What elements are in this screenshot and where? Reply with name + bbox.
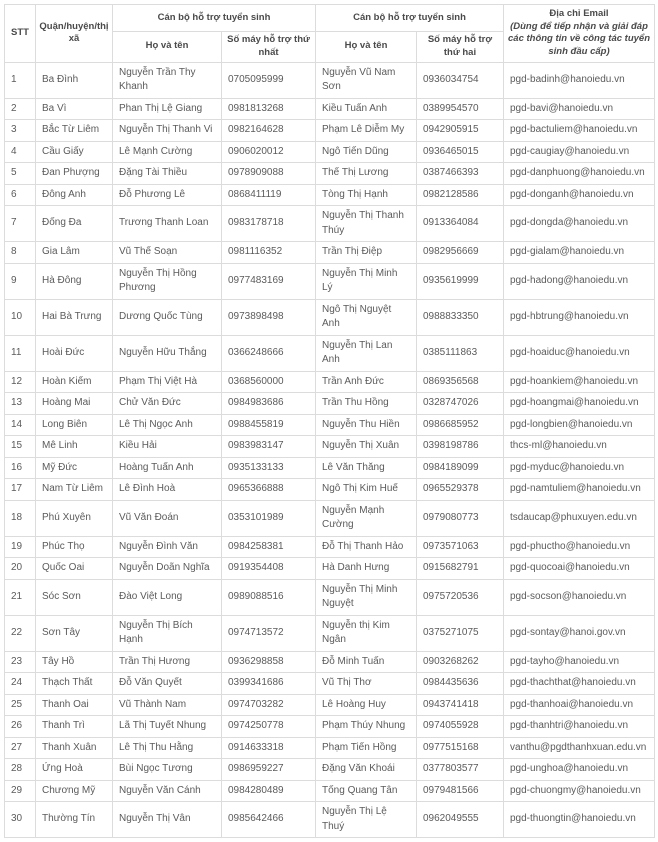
cell-name1: Lê Mạnh Cường	[113, 141, 222, 163]
cell-email: pgd-dongda@hanoiedu.vn	[504, 206, 655, 242]
cell-phone2: 0942905915	[417, 120, 504, 142]
cell-name2: Lê Hoàng Huy	[316, 694, 417, 716]
header-email	[504, 5, 655, 63]
header-group-row	[5, 5, 655, 32]
cell-email: pgd-gialam@hanoiedu.vn	[504, 242, 655, 264]
cell-name2: Nguyễn Thị Xuân	[316, 436, 417, 458]
cell-stt: 13	[5, 393, 36, 415]
cell-email: pgd-badinh@hanoiedu.vn	[504, 62, 655, 98]
cell-phone1: 0974250778	[222, 716, 316, 738]
cell-email: pgd-bavi@hanoiedu.vn	[504, 98, 655, 120]
cell-district: Ứng Hoà	[36, 759, 113, 781]
header-staff-group-2: Cán bộ hỗ trợ tuyển sinh	[316, 5, 504, 32]
table-row	[5, 242, 655, 264]
cell-stt: 17	[5, 479, 36, 501]
cell-name1: Nguyễn Đình Văn	[113, 536, 222, 558]
header-name-1: Họ và tên	[113, 32, 222, 63]
cell-stt: 19	[5, 536, 36, 558]
table-row	[5, 335, 655, 371]
cell-email: pgd-danphuong@hanoiedu.vn	[504, 163, 655, 185]
cell-stt: 25	[5, 694, 36, 716]
table-row	[5, 263, 655, 299]
cell-name1: Lê Thị Thu Hằng	[113, 737, 222, 759]
cell-phone2: 0979080773	[417, 500, 504, 536]
cell-district: Cầu Giấy	[36, 141, 113, 163]
cell-phone1: 0982164628	[222, 120, 316, 142]
cell-name1: Đỗ Văn Quyết	[113, 673, 222, 695]
cell-district: Long Biên	[36, 414, 113, 436]
cell-name2: Nguyễn Thị Minh Nguyệt	[316, 579, 417, 615]
table-row	[5, 206, 655, 242]
cell-stt: 18	[5, 500, 36, 536]
cell-name2: Kiều Tuấn Anh	[316, 98, 417, 120]
cell-name2: Nguyễn Thị Lan Anh	[316, 335, 417, 371]
table-row	[5, 62, 655, 98]
cell-name1: Nguyễn Trần Thy Khanh	[113, 62, 222, 98]
cell-name1: Dương Quốc Tùng	[113, 299, 222, 335]
cell-district: Thường Tín	[36, 802, 113, 838]
cell-district: Đan Phượng	[36, 163, 113, 185]
table-row	[5, 500, 655, 536]
cell-phone1: 0936298858	[222, 651, 316, 673]
cell-email: pgd-chuongmy@hanoiedu.vn	[504, 780, 655, 802]
table-row	[5, 163, 655, 185]
cell-stt: 4	[5, 141, 36, 163]
cell-email: pgd-hoankiem@hanoiedu.vn	[504, 371, 655, 393]
header-phone-2: Số máy hỗ trợ thứ hai	[417, 32, 504, 63]
cell-stt: 3	[5, 120, 36, 142]
cell-stt: 27	[5, 737, 36, 759]
cell-phone2: 0943741418	[417, 694, 504, 716]
cell-email: pgd-hoaiduc@hanoiedu.vn	[504, 335, 655, 371]
cell-phone1: 0868411119	[222, 184, 316, 206]
cell-name2: Hà Danh Hưng	[316, 558, 417, 580]
table-row	[5, 98, 655, 120]
cell-phone2: 0936465015	[417, 141, 504, 163]
cell-name1: Bùi Ngọc Tương	[113, 759, 222, 781]
table-row	[5, 436, 655, 458]
table-row	[5, 414, 655, 436]
cell-district: Thạch Thất	[36, 673, 113, 695]
cell-stt: 10	[5, 299, 36, 335]
cell-stt: 28	[5, 759, 36, 781]
cell-phone1: 0988455819	[222, 414, 316, 436]
cell-phone1: 0919354408	[222, 558, 316, 580]
cell-name2: Nguyễn Thị Lệ Thuý	[316, 802, 417, 838]
cell-email: pgd-sontay@hanoi.gov.vn	[504, 615, 655, 651]
cell-email: tsdaucap@phuxuyen.edu.vn	[504, 500, 655, 536]
cell-name2: Nguyễn Thị Thanh Thúy	[316, 206, 417, 242]
cell-phone2: 0377803577	[417, 759, 504, 781]
cell-name2: Nguyễn Mạnh Cường	[316, 500, 417, 536]
table-row	[5, 299, 655, 335]
cell-phone1: 0981116352	[222, 242, 316, 264]
cell-phone2: 0984435636	[417, 673, 504, 695]
cell-stt: 14	[5, 414, 36, 436]
cell-email: pgd-tayho@hanoiedu.vn	[504, 651, 655, 673]
cell-name2: Nguyễn Thị Minh Lý	[316, 263, 417, 299]
cell-email: pgd-longbien@hanoiedu.vn	[504, 414, 655, 436]
cell-name2: Vũ Thị Thơ	[316, 673, 417, 695]
table-row	[5, 558, 655, 580]
cell-stt: 26	[5, 716, 36, 738]
header-stt: STT	[5, 5, 36, 63]
cell-phone1: 0353101989	[222, 500, 316, 536]
cell-phone1: 0906020012	[222, 141, 316, 163]
cell-email: pgd-thanhtri@hanoiedu.vn	[504, 716, 655, 738]
cell-district: Gia Lâm	[36, 242, 113, 264]
cell-phone2: 0903268262	[417, 651, 504, 673]
cell-stt: 16	[5, 457, 36, 479]
cell-phone1: 0981813268	[222, 98, 316, 120]
table-row	[5, 673, 655, 695]
cell-district: Chương Mỹ	[36, 780, 113, 802]
cell-phone1: 0965366888	[222, 479, 316, 501]
cell-phone1: 0989088516	[222, 579, 316, 615]
cell-name1: Nguyễn Doãn Nghĩa	[113, 558, 222, 580]
cell-phone2: 0986685952	[417, 414, 504, 436]
cell-name1: Đỗ Phương Lê	[113, 184, 222, 206]
cell-name2: Tống Quang Tân	[316, 780, 417, 802]
table-row	[5, 184, 655, 206]
cell-name1: Nguyễn Thị Thanh Vi	[113, 120, 222, 142]
cell-phone2: 0984189099	[417, 457, 504, 479]
table-row	[5, 371, 655, 393]
cell-district: Mê Linh	[36, 436, 113, 458]
cell-name1: Lê Đình Hoà	[113, 479, 222, 501]
cell-email: pgd-donganh@hanoiedu.vn	[504, 184, 655, 206]
cell-phone2: 0965529378	[417, 479, 504, 501]
cell-name2: Ngô Thị Kim Huế	[316, 479, 417, 501]
cell-stt: 8	[5, 242, 36, 264]
cell-name1: Hoàng Tuấn Anh	[113, 457, 222, 479]
table-row	[5, 536, 655, 558]
cell-phone1: 0983983147	[222, 436, 316, 458]
table-body	[5, 62, 655, 838]
cell-email: pgd-hoangmai@hanoiedu.vn	[504, 393, 655, 415]
cell-phone2: 0935619999	[417, 263, 504, 299]
cell-phone1: 0986959227	[222, 759, 316, 781]
cell-name1: Vũ Thành Nam	[113, 694, 222, 716]
cell-name2: Nguyễn Thu Hiền	[316, 414, 417, 436]
cell-stt: 9	[5, 263, 36, 299]
cell-district: Thanh Oai	[36, 694, 113, 716]
cell-name1: Kiều Hải	[113, 436, 222, 458]
header-email-title: Địa chỉ Email	[549, 7, 609, 19]
cell-email: pgd-hadong@hanoiedu.vn	[504, 263, 655, 299]
cell-stt: 22	[5, 615, 36, 651]
cell-district: Phúc Thọ	[36, 536, 113, 558]
cell-district: Ba Vì	[36, 98, 113, 120]
cell-district: Phú Xuyên	[36, 500, 113, 536]
cell-stt: 11	[5, 335, 36, 371]
cell-phone2: 0988833350	[417, 299, 504, 335]
cell-stt: 23	[5, 651, 36, 673]
cell-phone1: 0977483169	[222, 263, 316, 299]
cell-name1: Phan Thị Lệ Giang	[113, 98, 222, 120]
cell-district: Tây Hồ	[36, 651, 113, 673]
cell-phone2: 0982956669	[417, 242, 504, 264]
cell-stt: 5	[5, 163, 36, 185]
cell-district: Sơn Tây	[36, 615, 113, 651]
cell-phone1: 0978909088	[222, 163, 316, 185]
cell-name2: Trần Thu Hồng	[316, 393, 417, 415]
table-row	[5, 694, 655, 716]
cell-email: pgd-hbtrung@hanoiedu.vn	[504, 299, 655, 335]
table-row	[5, 120, 655, 142]
cell-phone2: 0982128586	[417, 184, 504, 206]
table-row	[5, 479, 655, 501]
table-row	[5, 393, 655, 415]
cell-phone2: 0973571063	[417, 536, 504, 558]
cell-email: pgd-bactuliem@hanoiedu.vn	[504, 120, 655, 142]
cell-phone1: 0984280489	[222, 780, 316, 802]
cell-name1: Nguyễn Thị Vân	[113, 802, 222, 838]
cell-email: pgd-socson@hanoiedu.vn	[504, 579, 655, 615]
cell-name2: Tòng Thị Hạnh	[316, 184, 417, 206]
cell-stt: 30	[5, 802, 36, 838]
cell-name1: Đặng Tài Thiều	[113, 163, 222, 185]
header-phone-1: Số máy hỗ trợ thứ nhất	[222, 32, 316, 63]
cell-phone2: 0974055928	[417, 716, 504, 738]
cell-district: Sóc Sơn	[36, 579, 113, 615]
header-email-note: (Dùng để tiếp nhận và giải đáp các thông tin về công tác tuyển sinh đầu cấp)	[508, 20, 650, 58]
cell-phone2: 0936034754	[417, 62, 504, 98]
cell-email: thcs-ml@hanoiedu.vn	[504, 436, 655, 458]
cell-name1: Lã Thị Tuyết Nhung	[113, 716, 222, 738]
cell-phone1: 0973898498	[222, 299, 316, 335]
header-district: Quận/huyện/thị xã	[36, 5, 113, 63]
enrollment-support-table	[4, 4, 655, 838]
cell-name1: Vũ Văn Đoán	[113, 500, 222, 536]
cell-phone2: 0389954570	[417, 98, 504, 120]
cell-phone2: 0975720536	[417, 579, 504, 615]
table-row	[5, 780, 655, 802]
cell-name2: Phạm Thúy Nhung	[316, 716, 417, 738]
cell-name1: Phạm Thị Việt Hà	[113, 371, 222, 393]
cell-district: Bắc Từ Liêm	[36, 120, 113, 142]
cell-district: Hai Bà Trưng	[36, 299, 113, 335]
cell-district: Hoàng Mai	[36, 393, 113, 415]
cell-email: pgd-thanhoai@hanoiedu.vn	[504, 694, 655, 716]
cell-phone1: 0368560000	[222, 371, 316, 393]
cell-name2: Thế Thị Lương	[316, 163, 417, 185]
cell-name1: Nguyễn Thị Hồng Phương	[113, 263, 222, 299]
cell-stt: 21	[5, 579, 36, 615]
cell-email: vanthu@pgdthanhxuan.edu.vn	[504, 737, 655, 759]
table-row	[5, 716, 655, 738]
table-row	[5, 759, 655, 781]
cell-phone1: 0705095999	[222, 62, 316, 98]
cell-phone1: 0974713572	[222, 615, 316, 651]
cell-name2: Phạm Tiến Hồng	[316, 737, 417, 759]
cell-name1: Nguyễn Thị Bích Hạnh	[113, 615, 222, 651]
cell-phone1: 0366248666	[222, 335, 316, 371]
cell-email: pgd-thachthat@hanoiedu.vn	[504, 673, 655, 695]
header-staff-group-1: Cán bộ hỗ trợ tuyển sinh	[113, 5, 316, 32]
cell-district: Mỹ Đức	[36, 457, 113, 479]
cell-stt: 6	[5, 184, 36, 206]
cell-name2: Trần Anh Đức	[316, 371, 417, 393]
cell-stt: 7	[5, 206, 36, 242]
cell-name1: Đào Việt Long	[113, 579, 222, 615]
cell-stt: 24	[5, 673, 36, 695]
cell-name1: Lê Thị Ngọc Anh	[113, 414, 222, 436]
cell-stt: 12	[5, 371, 36, 393]
cell-phone2: 0962049555	[417, 802, 504, 838]
table-row	[5, 737, 655, 759]
cell-phone2: 0913364084	[417, 206, 504, 242]
cell-phone1: 0914633318	[222, 737, 316, 759]
cell-phone2: 0915682791	[417, 558, 504, 580]
cell-name2: Nguyễn Vũ Nam Sơn	[316, 62, 417, 98]
cell-email: pgd-quocoai@hanoiedu.vn	[504, 558, 655, 580]
cell-email: pgd-caugiay@hanoiedu.vn	[504, 141, 655, 163]
table-row	[5, 615, 655, 651]
cell-district: Nam Từ Liêm	[36, 479, 113, 501]
cell-name2: Đỗ Thị Thanh Hảo	[316, 536, 417, 558]
cell-district: Thanh Trì	[36, 716, 113, 738]
cell-name1: Trần Thị Hương	[113, 651, 222, 673]
cell-name2: Ngô Thị Nguyệt Anh	[316, 299, 417, 335]
cell-name1: Vũ Thế Soạn	[113, 242, 222, 264]
table-row	[5, 579, 655, 615]
cell-district: Hoàn Kiếm	[36, 371, 113, 393]
cell-name2: Đặng Văn Khoái	[316, 759, 417, 781]
cell-stt: 1	[5, 62, 36, 98]
cell-name2: Đỗ Minh Tuấn	[316, 651, 417, 673]
cell-phone1: 0983178718	[222, 206, 316, 242]
cell-name1: Trương Thanh Loan	[113, 206, 222, 242]
cell-phone1: 0985642466	[222, 802, 316, 838]
cell-stt: 2	[5, 98, 36, 120]
cell-district: Ba Đình	[36, 62, 113, 98]
cell-district: Quốc Oai	[36, 558, 113, 580]
cell-name1: Nguyễn Văn Cánh	[113, 780, 222, 802]
cell-name2: Phạm Lê Diễm My	[316, 120, 417, 142]
cell-phone2: 0869356568	[417, 371, 504, 393]
cell-name2: Trần Thị Điệp	[316, 242, 417, 264]
cell-email: pgd-myduc@hanoiedu.vn	[504, 457, 655, 479]
cell-email: pgd-unghoa@hanoiedu.vn	[504, 759, 655, 781]
cell-stt: 20	[5, 558, 36, 580]
header-name-2: Họ và tên	[316, 32, 417, 63]
cell-phone1: 0974703282	[222, 694, 316, 716]
cell-email: pgd-thuongtin@hanoiedu.vn	[504, 802, 655, 838]
cell-phone1: 0935133133	[222, 457, 316, 479]
cell-name2: Ngô Tiến Dũng	[316, 141, 417, 163]
table-header	[5, 5, 655, 63]
cell-district: Hà Đông	[36, 263, 113, 299]
cell-email: pgd-namtuliem@hanoiedu.vn	[504, 479, 655, 501]
cell-phone2: 0328747026	[417, 393, 504, 415]
cell-phone2: 0387466393	[417, 163, 504, 185]
cell-phone2: 0398198786	[417, 436, 504, 458]
cell-name2: Lê Văn Thăng	[316, 457, 417, 479]
table-row	[5, 457, 655, 479]
cell-name2: Nguyễn thị Kim Ngân	[316, 615, 417, 651]
table-row	[5, 141, 655, 163]
cell-phone1: 0984983686	[222, 393, 316, 415]
cell-district: Đông Anh	[36, 184, 113, 206]
cell-name1: Nguyễn Hữu Thắng	[113, 335, 222, 371]
cell-district: Hoài Đức	[36, 335, 113, 371]
cell-phone2: 0979481566	[417, 780, 504, 802]
cell-district: Đống Đa	[36, 206, 113, 242]
cell-phone2: 0385111863	[417, 335, 504, 371]
cell-email: pgd-phuctho@hanoiedu.vn	[504, 536, 655, 558]
cell-district: Thanh Xuân	[36, 737, 113, 759]
cell-phone1: 0984258381	[222, 536, 316, 558]
cell-phone1: 0399341686	[222, 673, 316, 695]
cell-stt: 15	[5, 436, 36, 458]
table-row	[5, 651, 655, 673]
cell-phone2: 0977515168	[417, 737, 504, 759]
cell-phone2: 0375271075	[417, 615, 504, 651]
cell-stt: 29	[5, 780, 36, 802]
cell-name1: Chử Văn Đức	[113, 393, 222, 415]
table-row	[5, 802, 655, 838]
